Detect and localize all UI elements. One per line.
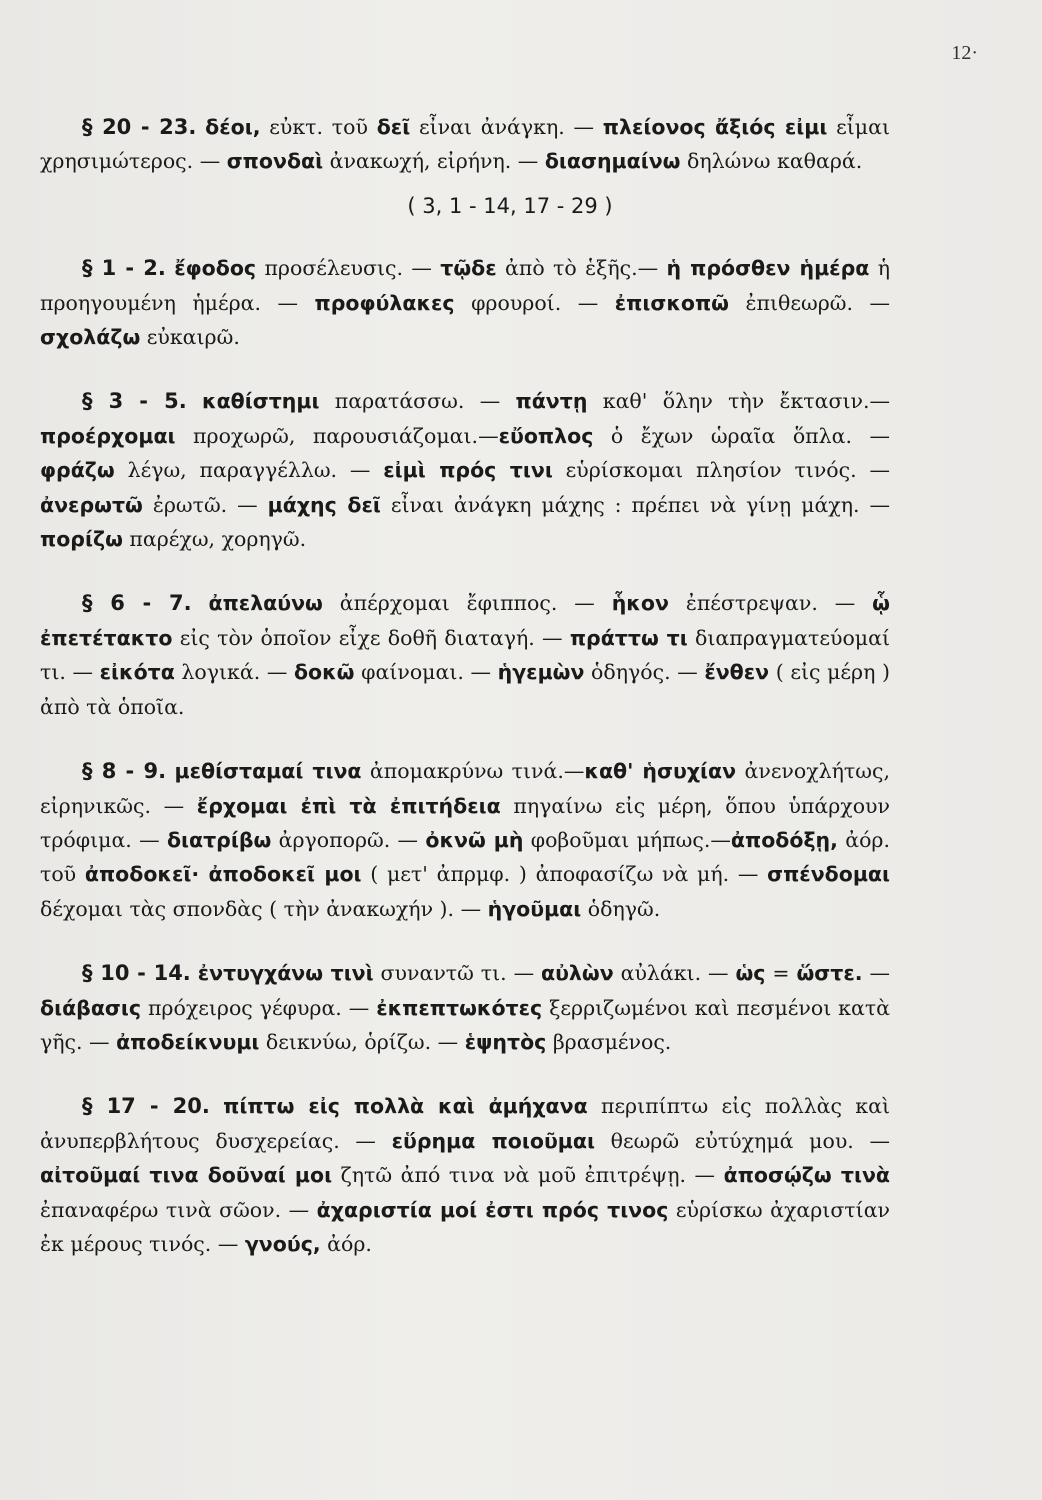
gloss: ὁδηγός. — bbox=[584, 660, 705, 685]
lemma: ἔνθεν bbox=[704, 660, 770, 685]
lemma: καθίστημι bbox=[202, 389, 320, 414]
lemma: ἧκον bbox=[611, 591, 669, 616]
lemma: σχολάζω bbox=[40, 325, 141, 350]
gloss: προχωρῶ, παρουσιάζομαι.— bbox=[175, 423, 499, 448]
gloss: ὁδηγῶ. bbox=[581, 896, 661, 921]
gloss: ἀόρ. bbox=[320, 1231, 372, 1256]
glossary-entry-1-2 bbox=[40, 251, 890, 354]
lemma: ἀποδόξῃ, bbox=[730, 827, 838, 852]
gloss: διαπραγματεύομαί τι. — bbox=[40, 625, 890, 685]
lemma: εὕρημα ποιοῦμαι bbox=[391, 1128, 595, 1153]
lemma: φράζω bbox=[40, 458, 115, 483]
lemma: ἐντυγχάνω τινὶ bbox=[197, 961, 374, 986]
gloss: ἀόρ. τοῦ bbox=[40, 827, 891, 887]
section-ref: § 3 - 5. bbox=[82, 389, 187, 414]
glossary-entry-6-7 bbox=[40, 586, 890, 724]
lemma: ἐκπεπτωκότες bbox=[376, 995, 543, 1020]
lemma: γνούς, bbox=[244, 1231, 321, 1256]
lemma: ἐπισκοπῶ bbox=[614, 290, 729, 315]
gloss: εἶναι ἀνάγκη μάχης : πρέπει νὰ γίνῃ μάχη. — bbox=[380, 492, 890, 517]
gloss: ἡ προηγουμένη ἡμέρα. — bbox=[40, 256, 890, 315]
gloss: παρατάσσω. — bbox=[319, 389, 516, 414]
gloss: φαίνομαι. — bbox=[354, 660, 498, 685]
gloss: εὐκτ. τοῦ bbox=[260, 115, 377, 139]
lemma: ἀποσῴζω τινὰ bbox=[723, 1163, 890, 1188]
gloss: ἀνενοχλήτως, εἰρηνικῶς. — bbox=[40, 759, 890, 818]
gloss: περιπίπτω εἰς πολλὰς καὶ ἀνυπερβλήτους δυσχερείας. — bbox=[40, 1094, 890, 1153]
gloss: καθ' ὅλην τὴν ἔκτασιν.— bbox=[587, 389, 890, 414]
section-ref: § 1 - 2. bbox=[82, 256, 166, 281]
lemma: ἔφοδος bbox=[174, 256, 257, 281]
lemma: ἀνερωτῶ bbox=[40, 492, 143, 517]
section-ref: § 8 - 9. bbox=[82, 759, 167, 784]
lemma: ἡγεμὼν bbox=[497, 660, 585, 685]
glossary-entry-3-5 bbox=[40, 384, 890, 556]
gloss: ζητῶ ἀπό τινα νὰ μοῦ ἐπιτρέψῃ. — bbox=[332, 1163, 724, 1188]
gloss: φρουροί. — bbox=[454, 290, 615, 315]
lemma: εἰμὶ πρός τινι bbox=[383, 458, 553, 483]
gloss: εἰς τὸν ὁποῖον εἶχε δοθῆ διαταγή. — bbox=[172, 625, 570, 650]
gloss: βρασμένος. bbox=[546, 1029, 672, 1054]
lemma: προφύλακες bbox=[314, 290, 455, 315]
lemma: δεῖ bbox=[376, 115, 411, 139]
gloss: ἀπὸ τὸ ἑξῆς.— bbox=[496, 256, 667, 281]
lemma: μεθίσταμαί τινα bbox=[174, 759, 362, 784]
glossary-entry-17-20 bbox=[40, 1089, 890, 1261]
gloss: εὑρίσκομαι πλησίον τινός. — bbox=[552, 458, 890, 483]
gloss: ἀπέρχομαι ἔφιππος. — bbox=[322, 591, 612, 616]
lemma: δέοι, bbox=[205, 115, 261, 139]
lemma: αὐλὼν bbox=[541, 961, 614, 986]
gloss: ἀργοπορῶ. — bbox=[271, 827, 426, 852]
gloss: ( μετ' ἀπρμφ. ) ἀποφασίζω νὰ μή. — bbox=[361, 862, 768, 887]
gloss: προσέλευσις. — bbox=[256, 256, 441, 281]
gloss: εἶναι ἀνάγκη. — bbox=[410, 115, 603, 139]
lemma: ἡγοῦμαι bbox=[487, 896, 582, 921]
gloss: εὐκαιρῶ. bbox=[140, 325, 240, 350]
gloss: λέγω, παραγγέλλω. — bbox=[114, 458, 384, 483]
lemma: ἀποδοκεῖ· ἀποδοκεῖ μοι bbox=[84, 862, 362, 887]
gloss: θεωρῶ εὐτύχημά μου. — bbox=[594, 1128, 890, 1153]
section-ref: § 10 - 14. bbox=[82, 961, 191, 986]
lemma: μάχης δεῖ bbox=[267, 492, 381, 517]
gloss: εὑρίσκω ἀχαριστίαν ἐκ μέρους τινός. — bbox=[40, 1197, 890, 1256]
gloss: ἀνακωχή, εἰρήνη. — bbox=[323, 149, 545, 174]
lemma: ᾧ ἐπετέτακτο bbox=[40, 591, 890, 650]
section-ref: § 6 - 7. bbox=[82, 591, 192, 616]
lemma: ἀπελαύνω bbox=[208, 591, 323, 616]
gloss: ἐπαναφέρω τινὰ σῶον. — bbox=[40, 1197, 317, 1222]
page-number: 12· bbox=[951, 42, 978, 64]
lemma: διατρίβω bbox=[166, 827, 272, 852]
section-ref: § 17 - 20. bbox=[82, 1094, 210, 1119]
lemma: σπένδομαι bbox=[767, 862, 890, 887]
lemma: πράττω τι bbox=[569, 625, 688, 650]
gloss: δηλώνω καθαρά. bbox=[680, 149, 863, 174]
lemma: ὥστε. bbox=[796, 961, 863, 986]
gloss: εἶμαι χρησιμώτερος. — bbox=[40, 115, 890, 174]
gloss: πρόχειρος γέφυρα. — bbox=[141, 995, 377, 1020]
gloss: αὐλάκι. — bbox=[613, 961, 736, 986]
gloss: παρέχω, χορηγῶ. bbox=[122, 527, 307, 552]
gloss: ξερριζωμένοι καὶ πεσμένοι κατὰ γῆς. — bbox=[40, 995, 890, 1054]
lemma: ἀποδείκνυμι bbox=[116, 1029, 260, 1054]
lemma: εὔοπλος bbox=[498, 423, 594, 448]
lemma: πίπτω εἰς πολλὰ καὶ ἀμήχανα bbox=[223, 1094, 588, 1119]
lemma: ὡς bbox=[735, 961, 766, 986]
lemma: δοκῶ bbox=[293, 660, 355, 685]
gloss: ἀπομακρύνω τινά.— bbox=[361, 759, 585, 784]
lemma: πορίζω bbox=[40, 527, 123, 552]
section-ref: § 20 - 23. bbox=[82, 115, 197, 139]
chapter-reference: ( 3, 1 - 14, 17 - 29 ) bbox=[407, 193, 613, 218]
lemma: προέρχομαι bbox=[40, 423, 176, 448]
lemma: αἰτοῦμαί τινα δοῦναί μοι bbox=[40, 1163, 333, 1188]
glossary-entry-20-23 bbox=[40, 110, 890, 179]
gloss: φοβοῦμαι μήπως.— bbox=[523, 827, 731, 852]
lemma: πλείονος ἄξιός εἰμι bbox=[602, 115, 828, 139]
gloss: δέχομαι τὰς σπονδὰς ( τὴν ἀνακωχήν ). — bbox=[40, 896, 488, 921]
gloss: ἐπέστρεψαν. — bbox=[668, 591, 873, 616]
lemma: ὀκνῶ μὴ bbox=[425, 827, 524, 852]
glossary-entry-8-9 bbox=[40, 754, 890, 926]
gloss: πηγαίνω εἰς μέρη, ὅπου ὑπάρχουν τρόφιμα. — bbox=[40, 793, 890, 852]
gloss: ἐρωτῶ. — bbox=[142, 492, 268, 517]
gloss: δεικνύω, ὁρίζω. — bbox=[259, 1029, 465, 1054]
lemma: καθ' ἡσυχίαν bbox=[584, 759, 737, 784]
gloss: — bbox=[862, 961, 890, 986]
gloss: ( εἰς μέρη ) ἀπὸ τὰ ὁποῖα. bbox=[40, 660, 890, 719]
lemma: ἔρχομαι ἐπὶ τὰ ἐπιτήδεια bbox=[196, 793, 501, 818]
lemma: τῷδε bbox=[440, 256, 497, 281]
lemma: ἡ πρόσθεν ἡμέρα bbox=[666, 256, 870, 281]
glossary-entry-10-14 bbox=[40, 956, 890, 1059]
lemma: διασημαίνω bbox=[544, 149, 681, 174]
lemma: πάντῃ bbox=[515, 389, 588, 414]
lemma: εἰκότα bbox=[99, 660, 175, 685]
gloss: ἐπιθεωρῶ. — bbox=[729, 290, 890, 315]
glossary-body bbox=[40, 110, 890, 1291]
lemma: σπονδαὶ bbox=[226, 149, 324, 174]
lemma: διάβασις bbox=[40, 995, 142, 1020]
lemma: ἀχαριστία μοί ἐστι πρός τινος bbox=[316, 1197, 669, 1222]
lemma: ἑψητὸς bbox=[464, 1029, 547, 1054]
gloss: ὁ ἔχων ὡραῖα ὅπλα. — bbox=[593, 423, 891, 448]
gloss: = bbox=[765, 961, 797, 986]
gloss: λογικά. — bbox=[174, 660, 294, 685]
gloss: συναντῶ τι. — bbox=[373, 961, 541, 986]
